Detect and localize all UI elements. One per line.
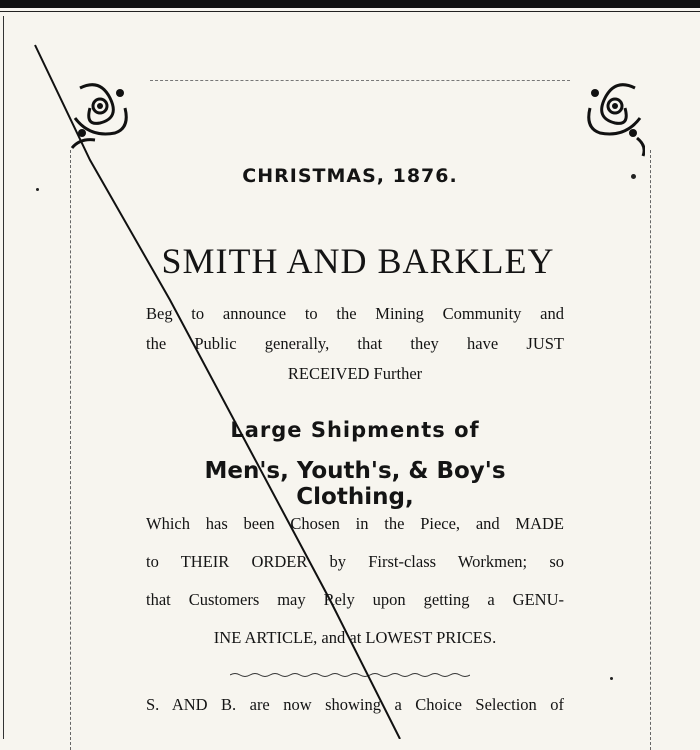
advert-frame-top	[150, 80, 570, 81]
advert-frame-left	[70, 150, 71, 750]
intro-paragraph	[146, 299, 564, 389]
body-line: that Customers may Rely upon getting a GENU-	[146, 590, 564, 609]
wavy-divider	[230, 672, 470, 678]
body-line: INE ARTICLE, and at LOWEST PRICES.	[213, 628, 497, 647]
firm-name: SMITH AND BARKLEY	[161, 241, 555, 281]
advert-date-heading: CHRISTMAS, 1876.	[242, 165, 458, 187]
ink-speck	[610, 677, 613, 680]
top-rule-thin	[0, 11, 700, 12]
intro-line: the Public generally, that they have JUST	[146, 334, 564, 353]
corner-ornament-left-icon	[70, 78, 140, 158]
intro-line: Beg to announce to the Mining Community and	[146, 304, 564, 323]
headline-shipments: Large Shipments of	[230, 418, 480, 442]
body-line: Which has been Chosen in the Piece, and MADE	[146, 514, 564, 533]
column-rule	[3, 16, 4, 739]
ink-speck	[36, 188, 39, 191]
body-line: to THEIR ORDER by First-class Workmen; so	[146, 552, 564, 571]
corner-ornament-right-icon	[575, 78, 645, 158]
top-rule	[0, 0, 700, 8]
advert-frame-right	[650, 150, 651, 750]
intro-line: RECEIVED Further	[287, 364, 423, 383]
body-paragraph	[146, 505, 564, 657]
closing-paragraph	[146, 690, 564, 720]
headline-clothing: Men's, Youth's, & Boy's Clothing,	[204, 458, 506, 510]
closing-line: S. AND B. are now showing a Choice Selection of	[146, 695, 564, 714]
